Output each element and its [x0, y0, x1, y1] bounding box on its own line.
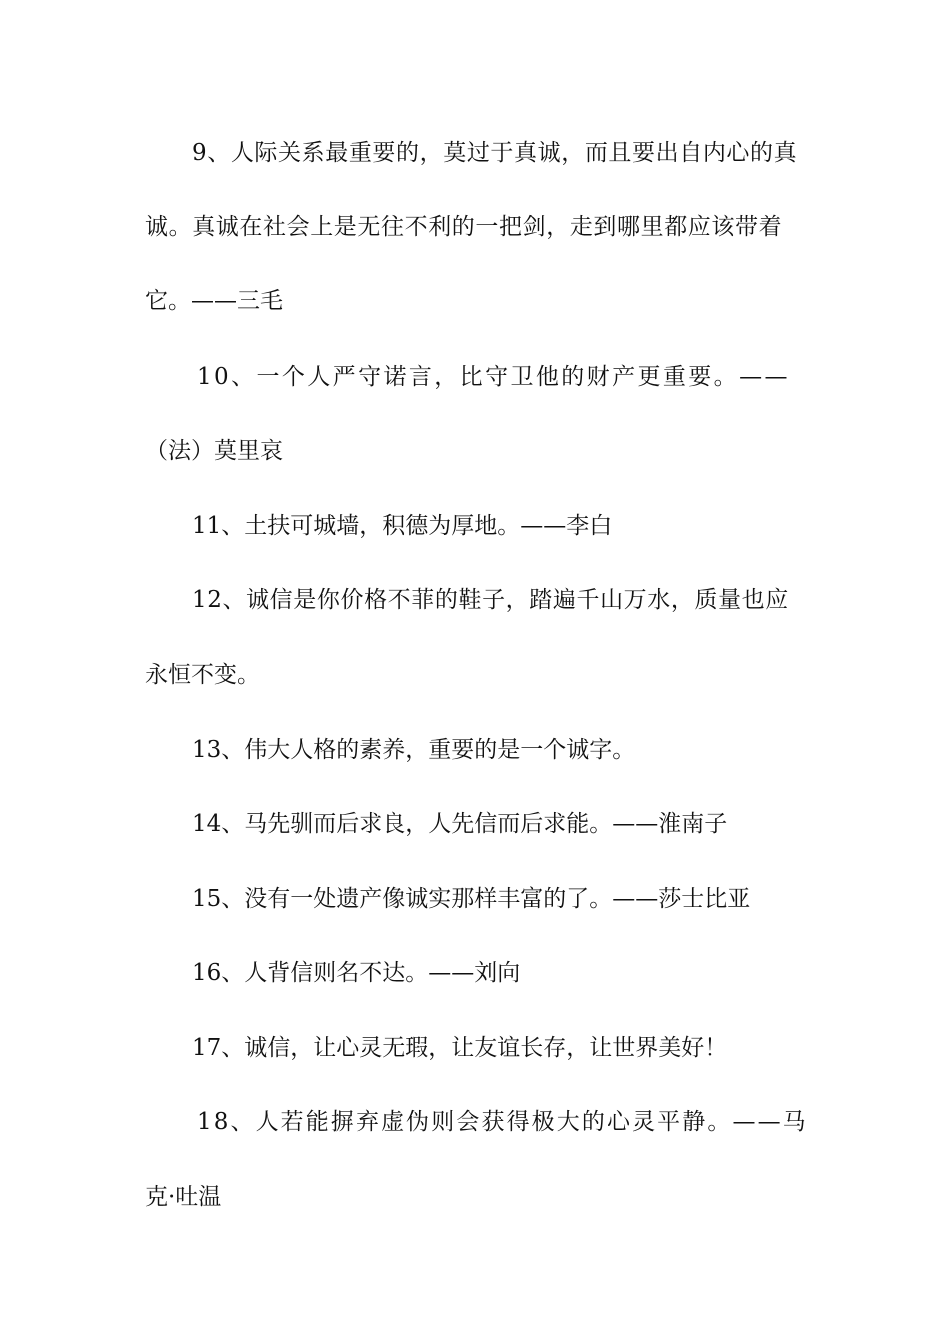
quote-18-line-2: 克·吐温	[145, 1184, 222, 1210]
quote-10-line-2: （法）莫里哀	[145, 438, 283, 464]
quote-16: 16、人背信则名不达。——刘向	[192, 960, 521, 986]
quote-17: 17、诚信，让心灵无瑕，让友谊长存，让世界美好！	[192, 1035, 728, 1061]
quote-12-line-1: 12、诚信是你价格不菲的鞋子，踏遍千山万水，质量也应	[192, 587, 789, 613]
quote-14: 14、马先驯而后求良，人先信而后求能。——淮南子	[192, 811, 728, 837]
quote-9-line-3: 它。——三毛	[145, 288, 283, 314]
quote-18-line-1: 18、人若能摒弃虚伪则会获得极大的心灵平静。——马	[197, 1109, 808, 1135]
quote-13: 13、伟大人格的素养，重要的是一个诚字。	[192, 737, 636, 763]
quote-10-line-1: 10、一个人严守诺言，比守卫他的财产更重要。——	[197, 364, 790, 390]
quote-9-line-2: 诚。真诚在社会上是无往不利的一把剑，走到哪里都应该带着	[145, 214, 783, 240]
quote-15: 15、没有一处遗产像诚实那样丰富的了。——莎士比亚	[192, 886, 751, 912]
quote-9-line-1: 9、人际关系最重要的，莫过于真诚，而且要出自内心的真	[192, 140, 798, 166]
quote-11: 11、土扶可城墙，积德为厚地。——李白	[192, 513, 613, 539]
quote-12-line-2: 永恒不变。	[145, 662, 260, 688]
